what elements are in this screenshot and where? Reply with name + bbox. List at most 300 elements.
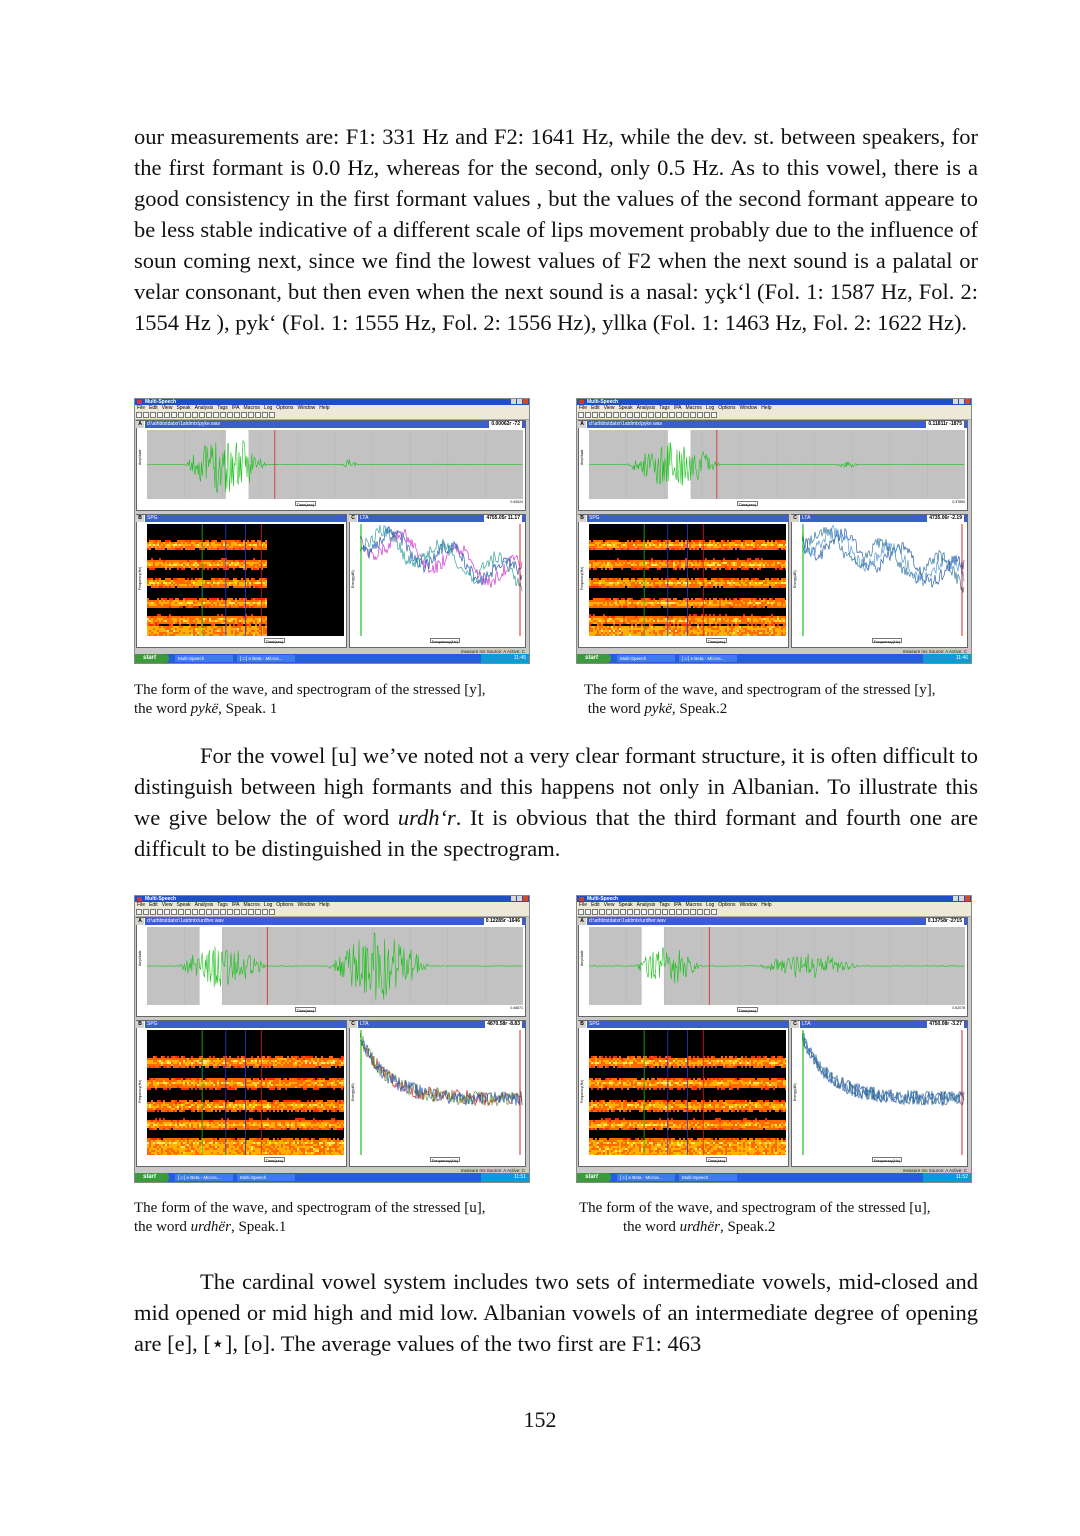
spectrogram-cell: [207, 580, 209, 582]
toolbar-button-icon[interactable]: [227, 909, 233, 915]
spectrogram-cell: [589, 632, 591, 634]
menu-item-options[interactable]: Options: [276, 405, 294, 411]
spectrogram-cell: [721, 600, 723, 602]
toolbar-button-icon[interactable]: [157, 412, 163, 418]
menu-item-view[interactable]: View: [161, 902, 173, 908]
spectrogram-cell: [725, 568, 727, 570]
spectrogram-cell: [603, 618, 605, 620]
spectrogram-cell: [663, 540, 665, 542]
spectrogram-cell: [675, 600, 677, 602]
spectrogram-cell: [709, 618, 711, 620]
spectrogram-cell: [651, 620, 653, 622]
start-button[interactable]: start: [577, 654, 611, 663]
spectrogram-cell: [195, 544, 197, 546]
spectrogram-cell: [233, 618, 235, 620]
spectrogram-cell: [175, 626, 177, 628]
spectrogram-cell: [769, 566, 771, 568]
time-readout-field[interactable]: Time(sec): [296, 1008, 315, 1013]
spectrogram-cell: [169, 584, 171, 586]
spectrogram-cell: [655, 628, 657, 630]
spectrogram-cell: [203, 544, 205, 546]
spectrogram-cell: [147, 1058, 149, 1060]
time-readout-field[interactable]: Time(sec): [296, 502, 315, 507]
spectrogram-cell: [165, 586, 167, 588]
spectrogram-cell: [665, 624, 667, 626]
spectrogram-cell: [215, 566, 217, 568]
spectrogram-cell: [659, 582, 661, 584]
toolbar-button-icon[interactable]: [255, 909, 261, 915]
spectrogram-cell: [623, 604, 625, 606]
spectrogram-cell: [655, 604, 657, 606]
spectrogram-cell: [247, 630, 249, 632]
menu-item-file[interactable]: File: [137, 902, 146, 908]
spectrogram-cell: [673, 564, 675, 566]
toolbar-button-icon[interactable]: [704, 412, 710, 418]
spectrogram-cell: [255, 634, 257, 636]
spectrogram-cell: [243, 544, 245, 546]
menu-item-edit[interactable]: Edit: [149, 902, 158, 908]
taskbar-button[interactable]: [ c:] e Beta - Micros...: [679, 655, 737, 662]
spectrogram-cell: [689, 566, 691, 568]
spectrogram-cell: [669, 630, 671, 632]
spectrogram-cell: [681, 622, 683, 624]
toolbar-button-icon[interactable]: [143, 909, 149, 915]
spectrogram-cell: [709, 582, 711, 584]
spectrogram-cell: [711, 586, 713, 588]
toolbar-button-icon[interactable]: [178, 909, 184, 915]
toolbar-button-icon[interactable]: [206, 412, 212, 418]
spectrogram-cell: [725, 580, 727, 582]
waveform-pane: [136, 917, 526, 1017]
spectrogram-cell: [657, 580, 659, 582]
spectrogram-cell: [147, 1106, 149, 1108]
spectrogram-cell: [179, 628, 181, 630]
spectrogram-cell: [633, 602, 635, 604]
menu-item-view[interactable]: View: [161, 405, 173, 411]
spectrogram-cell: [149, 546, 151, 548]
menu-item-help[interactable]: Help: [761, 405, 772, 411]
toolbar-button-icon[interactable]: [227, 412, 233, 418]
spectrogram-cell: [679, 620, 681, 622]
spectrogram-cell: [661, 580, 663, 582]
toolbar-button-icon[interactable]: [648, 412, 654, 418]
taskbar-button[interactable]: Multi-Speech: [175, 655, 233, 662]
spectrogram-cell: [613, 624, 615, 626]
spectrogram-cell: [247, 600, 249, 602]
spectrogram-cell: [751, 626, 753, 628]
menu-item-tags[interactable]: Tags: [659, 405, 670, 411]
toolbar-button-icon[interactable]: [627, 412, 633, 418]
spectrogram-cell: [701, 626, 703, 628]
spectrogram-cell: [215, 598, 217, 600]
spectrogram-cell: [601, 632, 603, 634]
spectrogram-cell: [773, 630, 775, 632]
toolbar-button-icon[interactable]: [178, 412, 184, 418]
spectrogram-cell: [661, 628, 663, 630]
spectrogram-cell: [655, 546, 657, 548]
spectrogram-cell: [163, 604, 165, 606]
spectrogram-cell: [253, 558, 255, 560]
toolbar-button-icon[interactable]: [262, 412, 268, 418]
toolbar-button-icon[interactable]: [206, 909, 212, 915]
spectrogram-cell: [777, 560, 779, 562]
spectrogram-cell: [675, 542, 677, 544]
spectrogram-cell: [227, 582, 229, 584]
menu-item-tags[interactable]: Tags: [217, 405, 228, 411]
spectrogram-cell: [729, 568, 731, 570]
spectrogram-cell: [149, 564, 151, 566]
menu-item-view[interactable]: View: [603, 405, 615, 411]
menu-item-log[interactable]: Log: [263, 902, 273, 908]
frequency-readout-field[interactable]: Frequency(Hz): [873, 639, 901, 644]
toolbar-button-icon[interactable]: [585, 412, 591, 418]
spectrogram-cell: [247, 584, 249, 586]
menu-item-speak[interactable]: Speak: [176, 405, 191, 411]
menu-item-file[interactable]: File: [579, 405, 588, 411]
spectrogram-cell: [157, 604, 159, 606]
toolbar-button-icon[interactable]: [185, 412, 191, 418]
toolbar-button-icon[interactable]: [164, 909, 170, 915]
spectrogram-cell: [719, 602, 721, 604]
spectrogram-cell: [231, 544, 233, 546]
spectrogram-cell: [639, 628, 641, 630]
menu-item-analysis[interactable]: Analysis: [636, 405, 656, 411]
spectrogram-cell: [233, 604, 235, 606]
toolbar-button-icon[interactable]: [613, 412, 619, 418]
spectrogram-cell: [207, 548, 209, 550]
spectrogram-cell: [167, 618, 169, 620]
toolbar-button-icon[interactable]: [164, 412, 170, 418]
toolbar-button-icon[interactable]: [136, 412, 142, 418]
spectrogram-cell: [715, 546, 717, 548]
menu-item-macros[interactable]: Macros: [243, 405, 260, 411]
spectrogram-cell: [647, 632, 649, 634]
menu-item-analysis[interactable]: Analysis: [194, 902, 214, 908]
toolbar-button-icon[interactable]: [711, 412, 717, 418]
spectrogram-cell: [721, 606, 723, 608]
toolbar-button-icon[interactable]: [676, 412, 682, 418]
menu-item-log[interactable]: Log: [263, 405, 273, 411]
lta-plot: [360, 524, 523, 636]
spectrogram-cell: [599, 562, 601, 564]
spectrogram-cell: [691, 548, 693, 550]
toolbar-button-icon[interactable]: [269, 909, 275, 915]
time-readout-field[interactable]: Time(sec): [707, 639, 726, 644]
spectrogram-cell: [237, 580, 239, 582]
spectrogram-cell: [785, 548, 786, 550]
toolbar-button-icon[interactable]: [599, 412, 605, 418]
toolbar-button-icon[interactable]: [248, 909, 254, 915]
toolbar-button-icon[interactable]: [248, 412, 254, 418]
maximize-icon[interactable]: [517, 399, 522, 404]
toolbar-button-icon[interactable]: [683, 412, 689, 418]
menu-item-macros[interactable]: Macros: [243, 902, 260, 908]
spectrogram-cell: [753, 632, 755, 634]
menu-item-edit[interactable]: Edit: [591, 405, 600, 411]
toolbar-button-icon[interactable]: [199, 909, 205, 915]
toolbar-button-icon[interactable]: [157, 909, 163, 915]
spectrogram-cell: [757, 540, 759, 542]
spectrogram-cell: [735, 628, 737, 630]
spectrogram-cell: [191, 606, 193, 608]
spectrogram-cell: [689, 602, 691, 604]
spectrogram-cell: [189, 606, 191, 608]
minimize-icon[interactable]: [511, 896, 516, 901]
spectrogram-cell: [187, 582, 189, 584]
spectrogram-cell: [173, 616, 175, 618]
spectrogram-cell: [159, 1102, 161, 1104]
spectrogram-cell: [785, 634, 786, 636]
spectrogram-cell: [255, 564, 257, 566]
spectrogram-cell: [215, 548, 217, 550]
menu-item-help[interactable]: Help: [319, 902, 330, 908]
spectrogram-cell: [635, 604, 637, 606]
spectrogram-cell: [713, 580, 715, 582]
toolbar-button-icon[interactable]: [213, 909, 219, 915]
spectrogram-cell: [735, 580, 737, 582]
time-readout-field[interactable]: Time(sec): [738, 502, 757, 507]
spectrogram-cell: [193, 542, 195, 544]
spectrogram-cell: [213, 620, 215, 622]
menu-item-speak[interactable]: Speak: [176, 902, 191, 908]
menu-item-ipa[interactable]: IPA: [231, 405, 240, 411]
spectrogram-cell: [221, 584, 223, 586]
spectrogram-cell: [649, 630, 651, 632]
spectrogram-cell: [205, 616, 207, 618]
spectrogram-cell: [759, 560, 761, 562]
spectrogram-cell: [613, 544, 615, 546]
spectrogram-cell: [691, 578, 693, 580]
taskbar-button[interactable]: Multi-Speech: [617, 655, 675, 662]
spectrogram-cell: [253, 622, 255, 624]
toolbar-button-icon[interactable]: [606, 412, 612, 418]
spectrogram-cell: [729, 562, 731, 564]
spectrogram-cell: [163, 1122, 165, 1124]
spectrogram-cell: [653, 600, 655, 602]
toolbar-button-icon[interactable]: [220, 909, 226, 915]
toolbar-button-icon[interactable]: [185, 909, 191, 915]
toolbar-button-icon[interactable]: [655, 412, 661, 418]
spectrogram-cell: [617, 606, 619, 608]
spectrogram-cell: [713, 620, 715, 622]
menu-item-ipa[interactable]: IPA: [673, 405, 682, 411]
spectrogram-cell: [711, 618, 713, 620]
menu-item-help[interactable]: Help: [319, 405, 330, 411]
spectrogram-cell: [599, 622, 601, 624]
spectrogram-cell: [187, 606, 189, 608]
spectrogram-cell: [607, 548, 609, 550]
spectrogram-cell: [615, 618, 617, 620]
toolbar-button-icon[interactable]: [136, 909, 142, 915]
toolbar-button-icon[interactable]: [662, 412, 668, 418]
spectrogram-cell: [179, 618, 181, 620]
menu-item-file[interactable]: File: [137, 405, 146, 411]
spectrogram-cell: [735, 568, 737, 570]
spectrogram-cell: [739, 634, 741, 636]
toolbar-button-icon[interactable]: [220, 412, 226, 418]
spectrogram-cell: [613, 618, 615, 620]
spectrogram-cell: [259, 634, 261, 636]
spectrogram-cell: [615, 544, 617, 546]
spectrogram-cell: [695, 578, 697, 580]
toolbar-button-icon[interactable]: [620, 412, 626, 418]
frequency-readout-field[interactable]: Frequency(Hz): [431, 639, 459, 644]
menu-item-window[interactable]: Window: [739, 405, 758, 411]
spectrogram-cell: [619, 616, 621, 618]
spectrogram-cell: [211, 602, 213, 604]
toolbar-button-icon[interactable]: [669, 412, 675, 418]
spectrogram-cell: [623, 564, 625, 566]
spectrogram-cell: [783, 546, 785, 548]
spectrogram-cell: [151, 1062, 153, 1064]
spectrogram-cell: [777, 632, 779, 634]
spectrogram-cell: [721, 620, 723, 622]
spectrogram-cell: [247, 620, 249, 622]
spectrogram-cell: [675, 546, 677, 548]
spectrogram-cell: [729, 542, 731, 544]
spectrogram-cell: [617, 602, 619, 604]
spectrogram-cell: [165, 604, 167, 606]
minimize-icon[interactable]: [953, 399, 958, 404]
spectrogram-cell: [683, 568, 685, 570]
toolbar-button-icon[interactable]: [199, 412, 205, 418]
spectrogram-cell: [259, 560, 261, 562]
menu-item-edit[interactable]: Edit: [149, 405, 158, 411]
spectrogram-cell: [603, 634, 605, 636]
menu-item-log[interactable]: Log: [705, 405, 715, 411]
menu-item-ipa[interactable]: IPA: [231, 902, 240, 908]
spectrogram-cell: [635, 586, 637, 588]
close-icon[interactable]: [965, 399, 970, 404]
close-icon[interactable]: [523, 399, 528, 404]
spectrogram-cell: [259, 630, 261, 632]
spectrogram-cell: [773, 584, 775, 586]
spectrogram-cell: [623, 622, 625, 624]
toolbar-button-icon[interactable]: [192, 412, 198, 418]
toolbar-button-icon[interactable]: [234, 412, 240, 418]
toolbar-button-icon[interactable]: [150, 909, 156, 915]
start-button[interactable]: start: [135, 654, 169, 663]
spectrogram-cell: [229, 618, 231, 620]
spectrogram-cell: [171, 546, 173, 548]
spectrogram-cell: [613, 562, 615, 564]
spectrogram-cell: [743, 568, 745, 570]
spectrogram-cell: [721, 602, 723, 604]
menu-item-tags[interactable]: Tags: [217, 902, 228, 908]
toolbar-button-icon[interactable]: [150, 412, 156, 418]
time-readout-field[interactable]: Time(sec): [265, 639, 284, 644]
menu-item-speak[interactable]: Speak: [618, 405, 633, 411]
maximize-icon[interactable]: [959, 399, 964, 404]
toolbar-button-icon[interactable]: [171, 909, 177, 915]
spectrogram-cell: [207, 564, 209, 566]
spectrogram-cell: [187, 626, 189, 628]
spectrogram-cell: [595, 620, 597, 622]
spectrogram-cell: [161, 546, 163, 548]
spectrogram-cell: [181, 632, 183, 634]
spectrogram-cell: [613, 622, 615, 624]
spectrogram-cell: [743, 564, 745, 566]
spectrogram-cell: [231, 604, 233, 606]
toolbar-button-icon[interactable]: [255, 412, 261, 418]
spectrogram-cell: [691, 540, 693, 542]
spectrogram-cell: [769, 580, 771, 582]
taskbar-button[interactable]: [ c:] e Beta - Micros...: [237, 655, 295, 662]
menu-item-window[interactable]: Window: [297, 902, 316, 908]
toolbar-button-icon[interactable]: [641, 412, 647, 418]
toolbar-button-icon[interactable]: [592, 412, 598, 418]
spectrogram-cell: [591, 564, 593, 566]
spectrogram-cell: [765, 628, 767, 630]
spectrogram-cell: [601, 564, 603, 566]
toolbar-button-icon[interactable]: [697, 412, 703, 418]
spectrogram-cell: [673, 568, 675, 570]
spectrogram-cell: [615, 562, 617, 564]
minimize-icon[interactable]: [511, 399, 516, 404]
spectrogram-cell: [623, 542, 625, 544]
toolbar-button-icon[interactable]: [241, 412, 247, 418]
spectrogram-cell: [221, 546, 223, 548]
spectrogram-cell: [155, 602, 157, 604]
spectrogram-cell: [181, 600, 183, 602]
toolbar-button-icon[interactable]: [634, 412, 640, 418]
spectrogram-cell: [719, 606, 721, 608]
maximize-icon[interactable]: [517, 896, 522, 901]
spectrogram-cell: [769, 626, 771, 628]
toolbar-button-icon[interactable]: [690, 412, 696, 418]
spectrogram-cell: [743, 580, 745, 582]
spectrogram-cell: [679, 560, 681, 562]
spectrogram-cell: [255, 604, 257, 606]
spectrogram-cell: [757, 630, 759, 632]
spectrogram-cell: [669, 604, 671, 606]
toolbar-button-icon[interactable]: [578, 412, 584, 418]
menu-item-analysis[interactable]: Analysis: [194, 405, 214, 411]
spectrogram-cell: [769, 562, 771, 564]
spectrogram-cell: [751, 604, 753, 606]
spectrogram-cell: [723, 580, 725, 582]
toolbar-button-icon[interactable]: [262, 909, 268, 915]
spectrogram-cell: [633, 632, 635, 634]
toolbar-button-icon[interactable]: [192, 909, 198, 915]
spectrogram-cell: [721, 562, 723, 564]
toolbar-button-icon[interactable]: [213, 412, 219, 418]
toolbar-button-icon[interactable]: [171, 412, 177, 418]
caption-line: The form of the wave, and spectrogram of the stressed [y],: [584, 682, 936, 698]
close-icon[interactable]: [523, 896, 528, 901]
spectrogram-cell: [785, 604, 786, 606]
spectrogram-cell: [657, 632, 659, 634]
menu-item-macros[interactable]: Macros: [685, 405, 702, 411]
spectrogram-cell: [259, 548, 261, 550]
toolbar-button-icon[interactable]: [241, 909, 247, 915]
toolbar-button-icon[interactable]: [234, 909, 240, 915]
spectrogram-cell: [255, 544, 257, 546]
waveform-svg: [589, 430, 965, 499]
toolbar-button-icon[interactable]: [269, 412, 275, 418]
spectrogram-cell: [727, 566, 729, 568]
menu-item-window[interactable]: Window: [297, 405, 316, 411]
menu-item-options[interactable]: Options: [276, 902, 294, 908]
spectrogram-cell: [157, 606, 159, 608]
toolbar-button-icon[interactable]: [143, 412, 149, 418]
spectrogram-cell: [215, 600, 217, 602]
spectrogram-cell: [627, 586, 629, 588]
spectrogram-cell: [151, 604, 153, 606]
spectrogram-cell: [611, 604, 613, 606]
menu-item-options[interactable]: Options: [718, 405, 736, 411]
spectrogram-cell: [233, 620, 235, 622]
